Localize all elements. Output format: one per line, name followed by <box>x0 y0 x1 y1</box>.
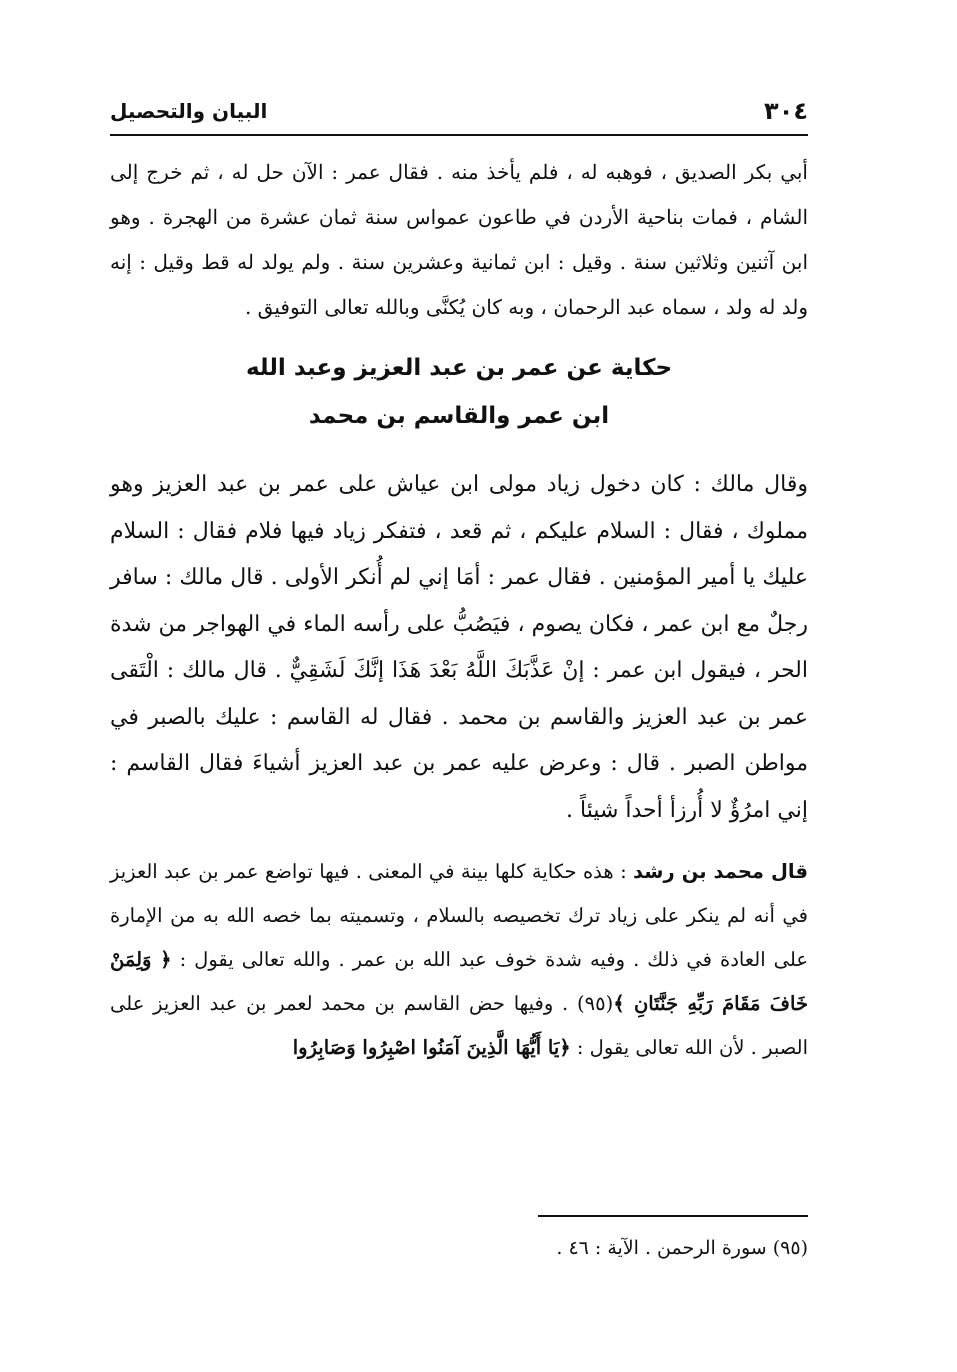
page-number: ٣٠٤ <box>764 97 808 125</box>
paragraph-2: وقال مالك : كان دخول زياد مولى ابن عياش على عمر بن عبد العزيز وهو مملوك ، فقال : السلام عليكم ، ثم قعد ، فتفكر زياد فيها فلام فقال : السلام عليك يا أمير المؤمنين . فقال عمر : أمَا إني لم أُنكر الأولى . قال مالك : سافر رجلٌ مع ابن عمر ، فكان يصوم ، فيَصُبُّ على رأسه الماء في الهواجر من شدة الحر ، فيقول ابن عمر : إنْ عَذَّبَكَ اللَّهُ بَعْدَ هَذَا إنَّكَ لَشَقِيٌّ . قال مالك : الْتَقى عمر بن عبد العزيز والقاسم بن محمد . فقال له القاسم : عليك بالصبر في مواطن الصبر . قال : وعرض عليه عمر بن عبد العزيز أشياءَ فقال القاسم : إني امرُؤٌ لا أُرزأ أحداً شيئاً . <box>110 472 808 823</box>
running-title: البيان والتحصيل <box>110 99 268 123</box>
page-header <box>110 82 808 126</box>
paragraph-3-text-2: . وفيها حض القاسم بن محمد لعمر بن عبد العزيز على الصبر . لأن الله تعالى يقول : <box>110 992 808 1059</box>
footnote: (٩٥) سورة الرحمن . الآية : ٤٦ . <box>556 1237 808 1259</box>
footnote-rule <box>538 1215 808 1217</box>
commentator-name: قال محمد بن رشد <box>633 860 808 883</box>
footnote-reference: (٩٥) <box>577 992 614 1015</box>
quran-verse-2: ﴿يَا أَيُّهَا الَّذِينَ آمَنُوا اصْبِرُوا وَصَابِرُوا <box>292 1036 571 1059</box>
section-heading-line-1: حكاية عن عمر بن عبد العزيز وعبد الله <box>245 355 673 381</box>
section-heading-line-2: ابن عمر والقاسم بن محمد <box>308 403 610 429</box>
page-body <box>110 150 808 1070</box>
section-heading <box>110 344 808 440</box>
quran-verse-1: ﴿ وَلِمَنْ خَافَ مَقَامَ رَبِّهِ جَنَّتَانِ ﴾ <box>110 948 809 1015</box>
paragraph-3 <box>110 850 808 1070</box>
paragraph-3-text-1: : هذه حكاية كلها بينة في المعنى . فيها تواضع عمر بن عبد العزيز في أنه لم ينكر على زياد ترك تخصيصه بالسلام ، وتسميته بما خصه الله به من الإمارة على العادة في ذلك . وفيه شدة خوف عبد الله بن عمر . والله تعالى يقول : <box>110 860 808 971</box>
header-rule <box>110 134 808 136</box>
paragraph-1: أبي بكر الصديق ، فوهبه له ، فلم يأخذ منه . فقال عمر : الآن حل له ، ثم خرج إلى الشام ، فمات بناحية الأردن في طاعون عمواس سنة ثمان عشرة من الهجرة . وهو ابن آثنين وثلاثين سنة . وقيل : ابن ثمانية وعشرين سنة . ولم يولد له قط وقيل : إنه ولد له ولد ، سماه عبد الرحمان ، وبه كان يُكنَّى وبالله تعالى التوفيق . <box>110 160 808 319</box>
